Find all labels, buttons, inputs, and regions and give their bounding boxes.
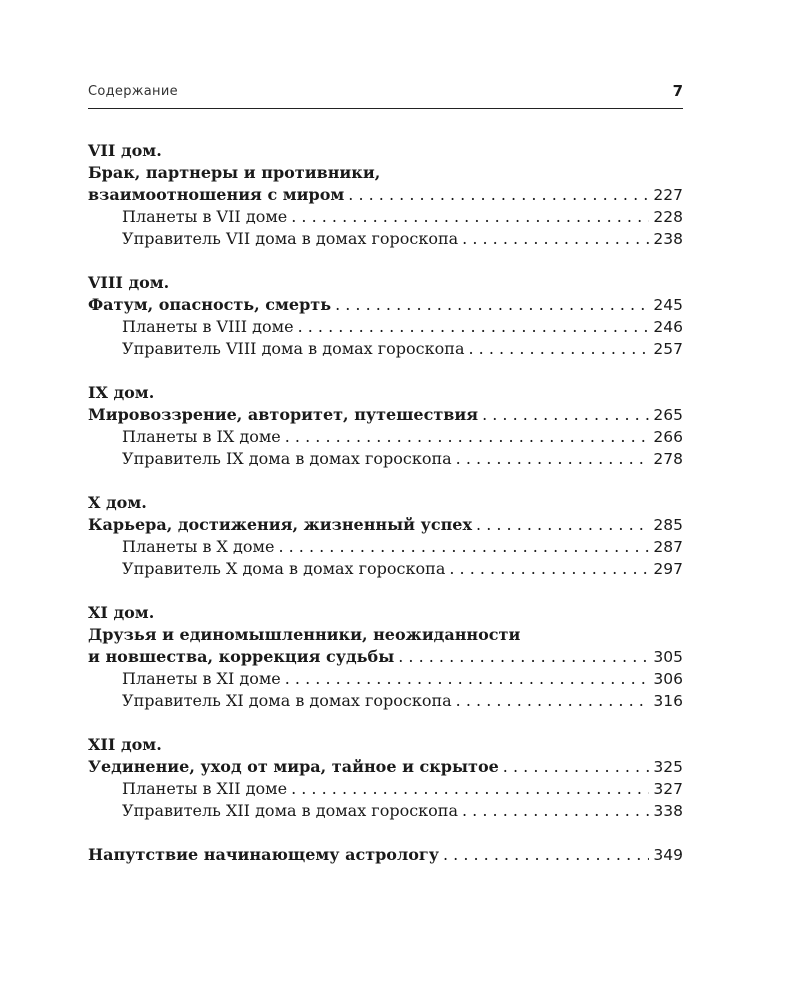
- toc-entry-main[interactable]: [88, 404, 683, 426]
- dot-leader: [335, 294, 649, 316]
- toc-entry-sub-label: Планеты в IX доме: [122, 427, 281, 446]
- section-title-line: Друзья и единомышленники, неожиданности: [88, 625, 521, 644]
- dot-leader: [291, 778, 649, 800]
- toc-entry-main-page: 245: [653, 296, 683, 314]
- dot-leader: [398, 646, 649, 668]
- toc-entry-sub-label: Управитель XI дома в домах гороскопа: [122, 691, 452, 710]
- toc-entry-sub[interactable]: [88, 800, 683, 822]
- toc-entry-main-label: взаимоотношения с миром: [88, 185, 345, 204]
- toc-entry-final-label: Напутствие начинающему астрологу: [88, 845, 439, 864]
- dot-leader: [462, 228, 649, 250]
- toc-entry-sub[interactable]: [88, 668, 683, 690]
- dot-leader: [278, 536, 649, 558]
- toc-entry-sub[interactable]: [88, 448, 683, 470]
- toc-entry-main-page: 265: [653, 406, 683, 424]
- toc-entry-sub[interactable]: [88, 228, 683, 250]
- toc-section: [88, 734, 683, 822]
- toc-entry-main-page: 325: [653, 758, 683, 776]
- toc-entry-sub-page: 228: [653, 208, 683, 226]
- toc-entry-main[interactable]: [88, 756, 683, 778]
- dot-leader: [476, 514, 649, 536]
- toc-entry-final-page: 349: [653, 846, 683, 864]
- toc-entry-final[interactable]: [88, 844, 683, 866]
- toc-entry-sub[interactable]: [88, 426, 683, 448]
- toc-entry-sub-page: 246: [653, 318, 683, 336]
- toc-entry-main-label: Уединение, уход от мира, тайное и скрытое: [88, 757, 499, 776]
- section-house-heading: XII дом.: [88, 735, 162, 754]
- dot-leader: [348, 184, 649, 206]
- dot-leader: [285, 668, 650, 690]
- table-of-contents: [88, 140, 683, 866]
- toc-section: [88, 140, 683, 250]
- toc-entry-main[interactable]: [88, 514, 683, 536]
- toc-section: [88, 492, 683, 580]
- toc-entry-sub[interactable]: [88, 536, 683, 558]
- toc-entry-main-page: 285: [653, 516, 683, 534]
- dot-leader: [456, 448, 650, 470]
- toc-entry-sub-label: Управитель X дома в домах гороскопа: [122, 559, 446, 578]
- toc-entry-sub-label: Управитель XII дома в домах гороскопа: [122, 801, 458, 820]
- toc-entry-sub-page: 297: [653, 560, 683, 578]
- toc-entry-main[interactable]: [88, 646, 683, 668]
- toc-entry-main-page: 227: [653, 186, 683, 204]
- toc-entry-sub-label: Планеты в VIII доме: [122, 317, 294, 336]
- toc-entry-sub-page: 238: [653, 230, 683, 248]
- toc-entry-sub-label: Планеты в X доме: [122, 537, 275, 556]
- dot-leader: [482, 404, 649, 426]
- toc-entry-sub[interactable]: [88, 558, 683, 580]
- toc-entry-sub[interactable]: [88, 338, 683, 360]
- section-house-heading: VIII дом.: [88, 273, 170, 292]
- toc-entry-sub[interactable]: [88, 316, 683, 338]
- section-house-heading: IX дом.: [88, 383, 155, 402]
- dot-leader: [443, 844, 649, 866]
- toc-entry-sub-page: 306: [653, 670, 683, 688]
- toc-entry-sub-label: Управитель IX дома в домах гороскопа: [122, 449, 452, 468]
- toc-entry-sub-page: 338: [653, 802, 683, 820]
- dot-leader: [462, 800, 649, 822]
- toc-section: [88, 272, 683, 360]
- toc-entry-main-label: Карьера, достижения, жизненный успех: [88, 515, 473, 534]
- dot-leader: [291, 206, 649, 228]
- toc-entry-sub-page: 327: [653, 780, 683, 798]
- toc-entry-sub-label: Управитель VIII дома в домах гороскопа: [122, 339, 465, 358]
- section-house-heading: XI дом.: [88, 603, 155, 622]
- section-house-heading: X дом.: [88, 493, 147, 512]
- toc-entry-main-page: 305: [653, 648, 683, 666]
- dot-leader: [468, 338, 649, 360]
- dot-leader: [456, 690, 650, 712]
- toc-entry-sub-label: Планеты в VII доме: [122, 207, 288, 226]
- toc-entry-main-label: и новшества, коррекция судьбы: [88, 647, 395, 666]
- toc-entry-sub-page: 278: [653, 450, 683, 468]
- header-page-number: 7: [672, 82, 683, 100]
- toc-section: [88, 382, 683, 470]
- toc-entry-sub[interactable]: [88, 206, 683, 228]
- dot-leader: [285, 426, 650, 448]
- toc-entry-main-label: Фатум, опасность, смерть: [88, 295, 332, 314]
- toc-entry-main[interactable]: [88, 294, 683, 316]
- toc-entry-sub-page: 257: [653, 340, 683, 358]
- toc-entry-sub-label: Планеты в XII доме: [122, 779, 288, 798]
- header-title: Содержание: [88, 84, 178, 99]
- dot-leader: [503, 756, 650, 778]
- toc-entry-main[interactable]: [88, 184, 683, 206]
- toc-entry-main-label: Мировоззрение, авторитет, путешествия: [88, 405, 479, 424]
- toc-entry-sub-label: Управитель VII дома в домах гороскопа: [122, 229, 459, 248]
- toc-entry-sub-page: 266: [653, 428, 683, 446]
- toc-entry-sub[interactable]: [88, 690, 683, 712]
- section-title-line: Брак, партнеры и противники,: [88, 163, 381, 182]
- dot-leader: [298, 316, 650, 338]
- toc-section: [88, 602, 683, 712]
- running-header: [88, 82, 683, 109]
- toc-entry-sub-page: 316: [653, 692, 683, 710]
- toc-entry-sub-label: Планеты в XI доме: [122, 669, 281, 688]
- section-house-heading: VII дом.: [88, 141, 162, 160]
- dot-leader: [449, 558, 649, 580]
- toc-entry-sub[interactable]: [88, 778, 683, 800]
- toc-entry-sub-page: 287: [653, 538, 683, 556]
